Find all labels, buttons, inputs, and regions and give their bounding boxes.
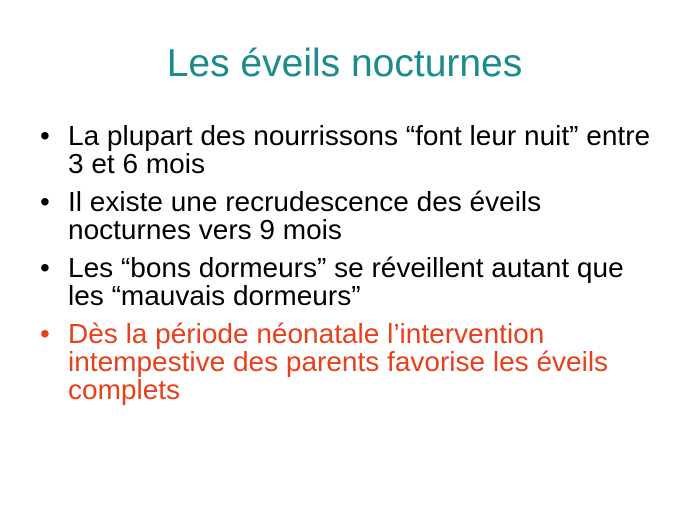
bullet-icon: • (40, 318, 50, 349)
bullet-icon: • (40, 186, 50, 217)
bullet-icon: • (40, 252, 50, 283)
bullet-item (38, 122, 658, 178)
slide-title: Les éveils nocturnes (166, 42, 523, 85)
bullet-text: Il existe une recrudescence des éveils nocturnes vers 9 mois (68, 186, 542, 245)
bullet-item (38, 254, 658, 310)
bullet-list (38, 122, 658, 414)
bullet-item (38, 188, 658, 244)
bullet-item-highlight (38, 320, 658, 404)
bullet-text: La plupart des nourrissons “font leur nuit” entre 3 et 6 mois (68, 120, 651, 179)
bullet-text: Dès la période néonatale l’intervention intempestive des parents favorise les éveils complets (68, 318, 609, 405)
bullet-icon: • (40, 120, 50, 151)
bullet-text: Les “bons dormeurs” se réveillent autant que les “mauvais dormeurs” (68, 252, 624, 311)
